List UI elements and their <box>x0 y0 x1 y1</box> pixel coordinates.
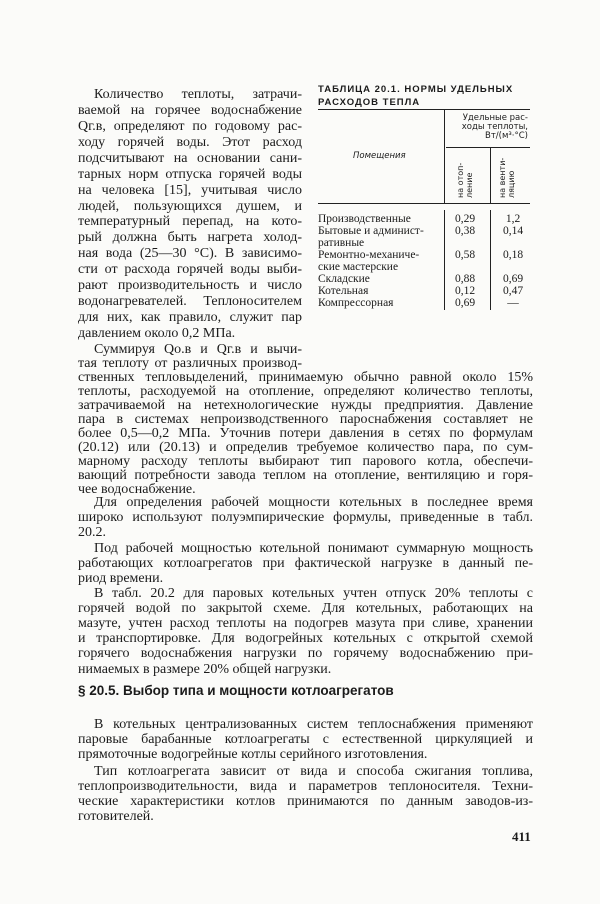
text-line: людей, пользующихся душем, и <box>78 198 302 214</box>
text-line: для них, как правило, служит пар <box>78 310 302 326</box>
table-header-rule <box>318 203 530 204</box>
text-line: пара в системах непроизводственного пароснабжения составляет не <box>78 412 533 427</box>
text-line: Количество теплоты, затрачи- <box>94 87 302 102</box>
table-divider <box>444 210 445 310</box>
cell-ventilation: — <box>507 297 519 309</box>
cell-heating: 0,58 <box>454 249 476 261</box>
text-line: горячей водой по закрытой схеме. Для котельных, работающих на <box>78 601 533 617</box>
row-name: Производственные <box>318 213 411 225</box>
table-divider <box>490 210 491 310</box>
text-line: теплоты, расходуемой на отопление, определяют количество теплоты, <box>78 384 533 399</box>
text-line: на человека [15], учитывая число <box>78 182 302 198</box>
text-line: и транспортировке. Для водогрейных котельных с открытой схемой <box>78 631 533 647</box>
text-line: ственных тепловыделений, принимаемую обычно равной около 15% <box>78 370 533 385</box>
text-line: ная вода (25—30 °С). В зависимо- <box>78 246 302 262</box>
text-line: прямоточные водогрейные котлы серийного изготовления. <box>78 747 428 763</box>
text-line: паровые барабанные котлоагрегаты с естественной циркуляцией и <box>78 732 533 748</box>
table-divider <box>444 110 445 203</box>
cell-ventilation: 0,47 <box>502 285 524 297</box>
text-line: давлением около 0,2 МПа. <box>78 325 236 341</box>
text-line: 20.2. <box>78 525 106 541</box>
cell-heating: 0,69 <box>454 297 476 309</box>
text-line: тарных норм отпуска горячей воды <box>78 166 302 182</box>
table-title: ТАБЛИЦА 20.1. НОРМЫ УДЕЛЬНЫХ <box>318 84 514 95</box>
row-name: Котельная <box>318 285 369 297</box>
cell-heating: 0,29 <box>454 213 476 225</box>
header-line: на венти- <box>498 157 507 198</box>
text-line: мазуте, учтен расход теплоты на подогрев мазута при сливе, хранении <box>78 616 533 632</box>
text-line: Тип котлоагрегата зависит от вида и способа сжигания топлива, <box>94 764 533 779</box>
table-title: РАСХОДОВ ТЕПЛА <box>318 97 421 108</box>
text-line: Для определения рабочей мощности котельных в последнее время <box>94 495 533 510</box>
text-line: вающий потребности завода теплом на отопление, вентиляцию и горя- <box>78 468 533 483</box>
text-line: ческие характеристики котлов принимаются по данным заводов-из- <box>78 794 533 810</box>
text-line: риод времени. <box>78 571 164 587</box>
text-line: Суммируя Qо.в и Qг.в и вычи- <box>94 342 302 357</box>
text-line: нимаемых в размере 20% общей нагрузки. <box>78 661 332 677</box>
header-line: на отоп- <box>456 162 465 198</box>
page-number: 411 <box>512 829 531 844</box>
text-line: марному расходу теплоты выбирают тип парового котла, обеспечи- <box>78 454 533 469</box>
text-line: рают производительность и число <box>78 278 302 294</box>
column-header-ventilation <box>498 158 516 198</box>
text-line: ваемой на горячее водоснабжение <box>78 102 302 118</box>
header-line: ляцию <box>507 170 516 198</box>
group-header-line: ходы теплоты, <box>461 122 528 132</box>
cell-heating: 0,88 <box>454 273 476 285</box>
column-header-heating <box>456 163 474 198</box>
text-line: более 0,5—0,2 МПа. Уточнив потери давления в сетях по формулам <box>78 426 533 441</box>
group-header-line: Удельные рас- <box>462 113 528 123</box>
text-line: теплопроизводительности, вида и параметров теплоносителя. Техни- <box>78 779 533 795</box>
row-name: Ремонтно-механиче- <box>318 249 420 261</box>
text-line: В табл. 20.2 для паровых котельных учтен отпуск 20% теплоты с <box>94 586 533 601</box>
cell-ventilation: 0,69 <box>502 273 524 285</box>
table-divider <box>490 148 491 203</box>
row-name: Складские <box>318 273 370 285</box>
text-line: широко используют полуэмпирические формулы, приведенные в табл. <box>78 510 533 526</box>
cell-ventilation: 0,18 <box>502 249 524 261</box>
text-line: рый должна быть нагрета холод- <box>78 230 302 246</box>
header-line: ление <box>465 172 474 198</box>
text-line: затрачиваемой на нетехнологические нужды предприятия. Давление <box>78 398 533 413</box>
text-line: чее водоснабжение. <box>78 482 196 497</box>
text-line: сти от расхода горячей воды выби- <box>78 262 302 278</box>
table-divider <box>446 147 530 148</box>
text-line: температурный перепад, на кото- <box>78 214 302 230</box>
row-name: ские мастерские <box>318 261 399 273</box>
text-line: (20.12) или (20.13) и определив требуемое количество пара, по сум- <box>78 440 533 455</box>
cell-heating: 0,12 <box>454 285 476 297</box>
text-line: подсчитывают на основании сани- <box>78 150 302 166</box>
table-top-rule <box>318 109 530 110</box>
text-line: горячего водоснабжения нагрузки по горячему водоснабжению при- <box>78 646 533 662</box>
cell-ventilation: 1,2 <box>505 213 521 225</box>
text-line: Qг.в, определяют по годовому рас- <box>78 118 302 134</box>
section-heading: § 20.5. Выбор типа и мощности котлоагрегатов <box>78 683 394 698</box>
column-header-room: Помещения <box>353 151 406 161</box>
row-name: ративные <box>318 237 365 249</box>
row-name: Компрессорная <box>318 297 394 309</box>
text-line: ходу горячей воды. Этот расход <box>78 134 302 150</box>
text-line: тая теплоту от различных производ- <box>78 356 302 371</box>
group-header-line: Вт/(м³·°С) <box>485 131 528 141</box>
group-header <box>450 114 528 141</box>
text-line: готовителей. <box>78 809 154 825</box>
row-name: Бытовые и админист- <box>318 225 424 237</box>
cell-heating: 0,38 <box>454 225 476 237</box>
text-line: Под рабочей мощностью котельной понимают суммарную мощность <box>94 541 533 556</box>
cell-ventilation: 0,14 <box>502 225 524 237</box>
text-line: водонагревателей. Теплоносителем <box>78 294 302 310</box>
text-line: В котельных централизованных систем теплоснабжения применяют <box>94 717 533 732</box>
text-line: работающих котлоагрегатов при фактической нагрузке в данный пе- <box>78 556 533 572</box>
